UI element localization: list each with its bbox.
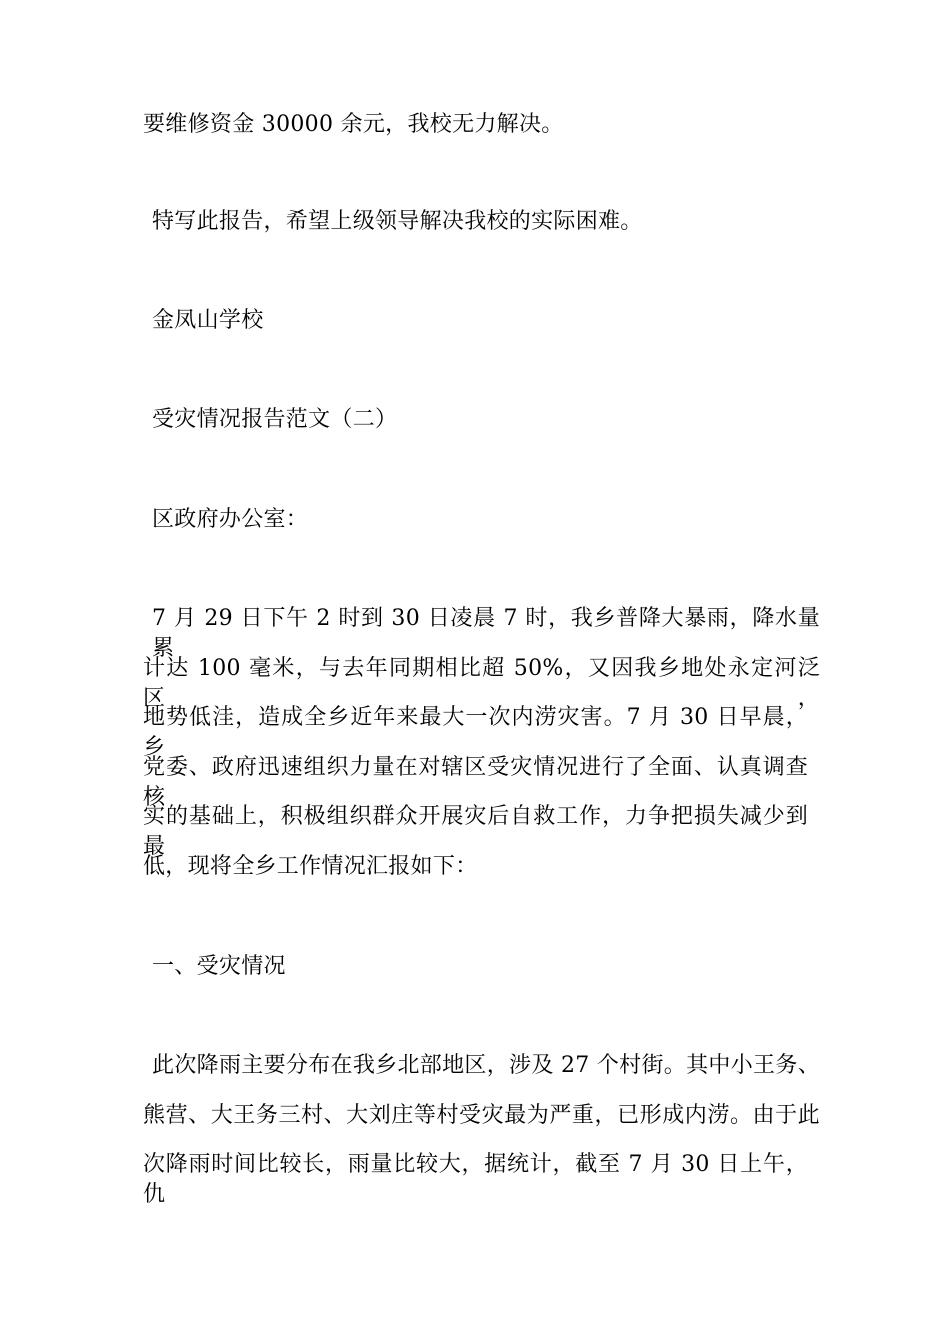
paragraph-line: 低，现将全乡工作情况汇报如下： <box>143 854 478 879</box>
paragraph-line: 7 月 29 日下午 2 时到 30 日凌晨 7 时，我乡普降大暴雨，降水量累 <box>152 606 820 661</box>
paragraph-line: 熊营、大王务三村、大刘庄等村受灾最为严重，已形成内涝。由于此 <box>143 1103 820 1128</box>
paragraph-line: 次降雨时间比较长，雨量比较大，据统计，截至 7 月 30 日上午，仇 <box>143 1152 808 1207</box>
section-title: 受灾情况报告范文（二） <box>152 407 398 432</box>
paragraph-line: 党委、政府迅速组织力量在对辖区受灾情况进行了全面、认真调查核 <box>143 755 808 810</box>
addressee: 区政府办公室： <box>152 507 309 532</box>
paragraph-line: 地势低洼，造成全乡近年来最大一次内涝灾害。7 月 30 日早晨，乡 <box>143 705 808 760</box>
paragraph-line: 实的基础上，积极组织群众开展灾后自救工作，力争把损失减少到最 <box>143 804 808 859</box>
paragraph-line: 计达 100 毫米，与去年同期相比超 50%，又因我乡地处永定河泛区， <box>143 656 820 711</box>
section-heading: 一、受灾情况 <box>152 954 286 979</box>
paragraph-line: 要维修资金 30000 余元，我校无力解决。 <box>143 112 564 137</box>
signature-school-name: 金凤山学校 <box>152 308 264 333</box>
paragraph-line: 此次降雨主要分布在我乡北部地区，涉及 27 个村街。其中小王务、 <box>152 1053 820 1078</box>
paragraph-line: 特写此报告，希望上级领导解决我校的实际困难。 <box>152 209 643 234</box>
